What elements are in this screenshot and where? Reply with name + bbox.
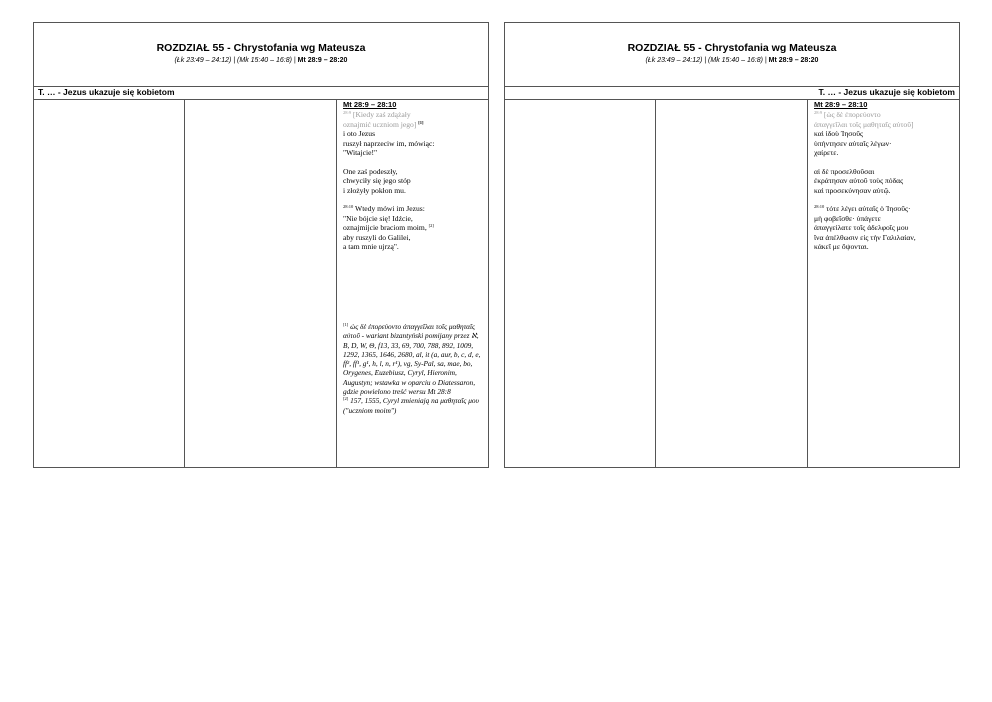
verse-line: κἀκεῖ με ὄψονται. [814,242,869,251]
verse-line: ἐκράτησαν αὐτοῦ τοὺς πόδας [814,176,904,185]
verse-line: αἱ δὲ προσελθοῦσαι [814,166,875,176]
verse-line: chwyciły się jego stóp [343,176,411,185]
chapter-subtitle [34,57,488,64]
verse-line: $^{28:9}$ [ὡς δὲ ἐπορεύοντο [814,110,881,119]
chapter-header [34,23,488,87]
chapter-title: ROZDZIAŁ 55 - Chrystofania wg Mateusza [627,42,837,54]
main-ref: Mt 28:9 – 28:20 [297,57,348,64]
verse-number: 28:10 [343,204,354,209]
verse-line: i oto Jezus [343,129,376,138]
verse-line: $^{28:10}$ τότε λέγει αὐταῖς ὁ Ἰησοῦς· [814,204,911,213]
section-heading: T. … - Jezus ukazuje się kobietom [505,86,959,100]
column-1 [505,100,656,467]
verse-line: One zaś podeszły, [343,166,398,176]
verse-line: oznajmić uczniom jego] [1] [343,119,424,129]
verse-number: 28:9 [343,110,352,115]
verse-line: $^{28:9}$ [Kiedy zaś zdążały [343,110,411,119]
column-3-text [337,100,488,467]
footnote-2: [2] 157, 1555, Cyryl zmieniają na μαθηταῖς μου ("uczniom moim") [343,396,479,415]
verse-line: "Nie bójcie się! Idźcie, [343,213,413,223]
verse-line: καὶ προσεκύνησαν αὐτῷ. [814,185,891,195]
verse-line: a tam mnie ujrzą". [343,242,399,251]
verse-number: 28:9 [814,110,823,115]
footnotes [343,322,484,415]
verse-line: χαίρετε. [814,148,839,157]
verse-line: ὑπήντησεν αὐταῖς λέγων· [814,138,892,148]
verse-number: 28:10 [814,204,825,209]
verse-line: καὶ ἰδοὺ Ἰησοῦς [814,129,863,138]
section-heading: T. … - Jezus ukazuje się kobietom [34,86,488,100]
column-3-text [808,100,959,467]
verse-line: ἵνα ἀπέλθωσιν εἰς τὴν Γαλιλαίαν, [814,232,916,242]
verse-line: oznajmijcie braciom moim, [2] [343,223,434,232]
column-1 [34,100,185,467]
verse-line: "Witajcie!" [343,148,378,157]
verse-line: ἀπαγγεῖλαι τοῖς μαθηταῖς αὐτοῦ] [814,119,914,129]
column-2 [656,100,808,467]
verse-ref: Mt 28:9 – 28:10 [343,100,397,109]
column-2 [185,100,337,467]
parallel-refs: (Łk 23:49 – 24:12) | (Mk 15:40 – 16:8) | [174,57,298,64]
page-right [504,22,960,468]
verse-line: i złożyły pokłon mu. [343,185,406,195]
verse-line: ἀπαγγείλατε τοῖς ἀδελφοῖς μου [814,223,909,232]
verse-ref: Mt 28:9 – 28:10 [814,100,868,109]
footnote-marker[interactable]: [1] [418,119,424,125]
verse-line: μὴ φοβεῖσθε· ὑπάγετε [814,213,881,223]
page-left [33,22,489,468]
main-ref: Mt 28:9 – 28:20 [768,57,819,64]
chapter-header [505,23,959,87]
parallel-refs: (Łk 23:49 – 24:12) | (Mk 15:40 – 16:8) | [645,57,769,64]
chapter-subtitle [505,57,959,64]
footnote-1: [1] ὡς δὲ ἐπορεύοντο ἀπαγγεῖλαι τοῖς μαθηταῖς αὐτοῦ - wariant bizantyński pomijany przez ℵ, B, D, W, Θ, f13, 33, 69, 700, 788, 892, 1009, 1292, 1365, 1646, 2680, al, it (a, aur, b, c, d, e, ff², ff¹, g¹, h, l, n, r¹), vg, Sy-Pal, sa, mae, bo, Orygenes, Euzebiusz, Cyryl, Hieronim, Augustyn; wstawka w oparciu o Diatessaron, gdzie powielono treść wersu Mt 28:8 [343,322,481,397]
verse-line: ruszył naprzeciw im, mówiąc: [343,138,435,148]
footnote-marker[interactable]: [2] [428,223,434,228]
verse-line: $^{28:10}$ Wtedy mówi im Jezus: [343,204,425,213]
verse-line: aby ruszyli do Galilei, [343,232,411,242]
chapter-title: ROZDZIAŁ 55 - Chrystofania wg Mateusza [156,42,366,54]
